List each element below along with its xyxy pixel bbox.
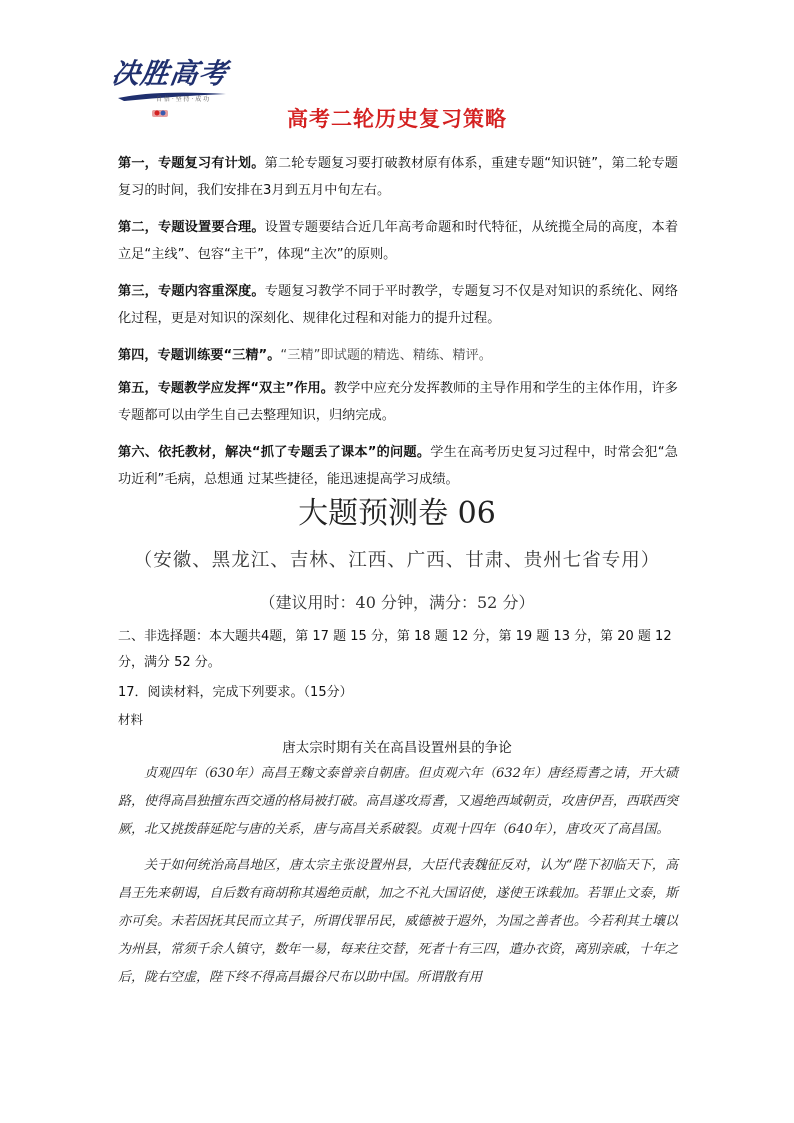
material-paragraph: 贞观四年（630年）高昌王麴文泰曾亲自朝唐。但贞观六年（632年）唐经焉耆之请，开大碛路，使得高昌独擅东西交通的格局被打破。高昌遂攻焉耆，又遏绝西域朝贡，攻唐伊吾，西联西突厥，北又挑拨薛延陀与唐的关系，唐与高昌关系破裂。贞观十四年（640年），唐攻灭了高昌国。 — [118, 766, 678, 837]
strategy-lead: 第六、依托教材，解决“抓了专题丢了课本”的问题。 — [118, 445, 431, 460]
section-instructions — [118, 624, 678, 676]
strategy-lead: 第二，专题设置要合理。 — [118, 220, 265, 235]
strategy-lead: 第五，专题教学应发挥“双主”作用。 — [118, 381, 334, 396]
strategy-item — [118, 375, 678, 429]
strategy-body: 设置专题要结合近几年高考命题和时代特征，从统揽全局的高度，本着立足“主线”、包容“主干”，体现“主次”的原则。 — [118, 220, 679, 262]
section-text: 二、非选择题：本大题共4题，第 17 题 15 分，第 18 题 12 分，第 19 题 13 分，第 20 题 12 分，满分 52 分。 — [118, 629, 672, 670]
question-17: 17．阅读材料，完成下列要求。（15分） — [118, 685, 353, 700]
page-title: 高考二轮历史复习策略 — [287, 107, 507, 131]
material-paragraph: 关于如何统治高昌地区，唐太宗主张设置州县，大臣代表魏征反对，认为“陛下初临天下，高昌王先来朝谒，自后数有商胡称其遏绝贡献，加之不礼大国诏使，遂使王诛载加。若罪止文泰，斯亦可矣。未若因抚其民而立其子，所谓伐罪吊民，威德被于遐外，为国之善者也。今若利其土壤以为州县，常须千余人镇守，数年一易，每来往交替，死者十有三四，遣办衣资，离别亲戚，十年之后，陇右空虚，陛下终不得高昌撮谷尺布以助中国。所谓散有用 — [118, 858, 678, 985]
strategy-item — [118, 150, 678, 204]
material-body — [118, 760, 678, 1000]
material-title: 唐太宗时期有关在高昌设置州县的争论 — [282, 740, 512, 756]
strategy-item — [118, 342, 678, 369]
strategy-body: “三精”即试题的精选、精练、精评。 — [280, 348, 492, 363]
strategy-lead: 第四，专题训练要“三精”。 — [118, 348, 281, 363]
material-label: 材料 — [118, 712, 144, 727]
strategy-body: 教学中应充分发挥教师的主导作用和学生的主体作用，许多专题都可以由学生自己去整理知识，归纳完成。 — [118, 381, 678, 423]
strategy-body: 学生在高考历史复习过程中，时常会犯“急功近利”毛病，总想通 过某些捷径，能迅速提高学习成绩。 — [118, 445, 678, 487]
strategy-item — [118, 439, 678, 493]
logo-tagline: 自 信 · 坚 持 · 成 功 — [156, 96, 210, 103]
exam-title: 大题预测卷 06 — [298, 496, 496, 531]
exam-subtitle: （安徽、黑龙江、吉林、江西、广西、甘肃、贵州七省专用） — [133, 550, 661, 571]
strategy-item — [118, 214, 678, 268]
strategy-item — [118, 278, 678, 332]
strategy-body: 第二轮专题复习要打破教材原有体系，重建专题“知识链”，第二轮专题复习的时间，我们安排在3月到五月中旬左右。 — [118, 156, 678, 198]
strategy-lead: 第一，专题复习有计划。 — [118, 156, 265, 171]
strategy-list — [118, 150, 678, 503]
strategy-body: 专题复习教学不同于平时教学，专题复习不仅是对知识的系统化、网络化过程，更是对知识的深刻化、规律化过程和对能力的提升过程。 — [118, 284, 679, 326]
logo-text: 决胜高考 — [109, 57, 231, 90]
strategy-lead: 第三，专题内容重深度。 — [118, 284, 265, 299]
exam-time: （建议用时：40 分钟，满分：52 分） — [259, 593, 535, 612]
